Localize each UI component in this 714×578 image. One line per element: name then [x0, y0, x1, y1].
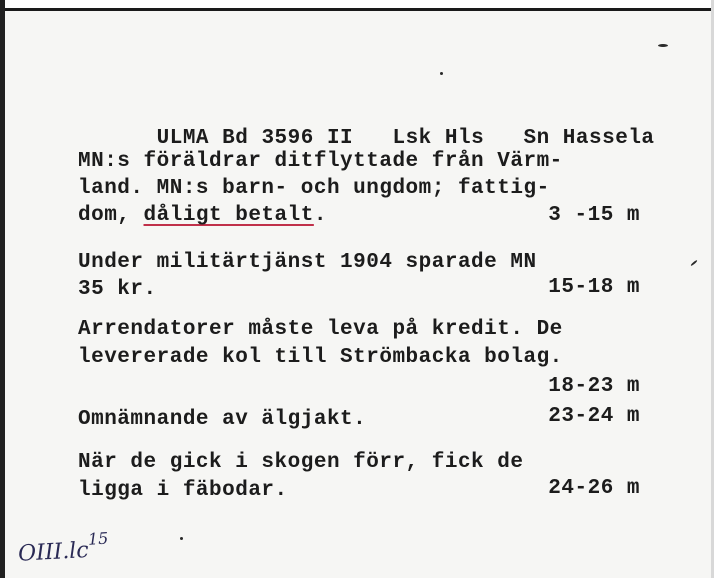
entry-3-line-1: Arrendatorer måste leva på kredit. De — [78, 318, 563, 341]
archive-reference: ULMA Bd 3596 II — [156, 127, 354, 150]
region-reference: Lsk Hls — [392, 127, 485, 150]
entry-5-line-2: ligga i fäbodar. — [78, 479, 288, 502]
handwritten-shelf-mark — [17, 528, 109, 567]
entry-2-line-2: 35 kr. — [78, 278, 157, 301]
entry-2-ref: 15-18 m — [548, 276, 640, 299]
shelf-mark-main: OIII.lc — [17, 538, 90, 567]
underlined-phrase: dåligt betalt — [143, 204, 314, 227]
entry-1-line-2: land. MN:s barn- och ungdom; fattig- — [78, 177, 550, 200]
entry-1-ref: 3 -15 m — [548, 204, 640, 227]
entry-1-line-3 — [78, 204, 327, 228]
entry-5-line-1: När de gick i skogen förr, fick de — [78, 451, 524, 474]
entry-2-line-1: Under militärtjänst 1904 sparade MN — [78, 251, 537, 274]
entry-4-line-1: Omnämnande av älgjakt. — [78, 408, 367, 431]
entry-5-ref: 24-26 m — [548, 477, 640, 500]
parish-reference: Sn Hassela — [523, 127, 655, 150]
entry-1-line-1: MN:s föräldrar ditflyttade från Värm- — [78, 150, 563, 173]
entry-1-prefix: dom, — [78, 204, 144, 227]
entry-3-ref: 18-23 m — [548, 375, 640, 398]
entry-4-ref: 23-24 m — [548, 405, 640, 428]
entry-1-suffix: . — [313, 204, 327, 227]
entry-3-line-2: levererade kol till Strömbacka bolag. — [78, 346, 563, 369]
shelf-mark-sup: 15 — [87, 528, 109, 549]
